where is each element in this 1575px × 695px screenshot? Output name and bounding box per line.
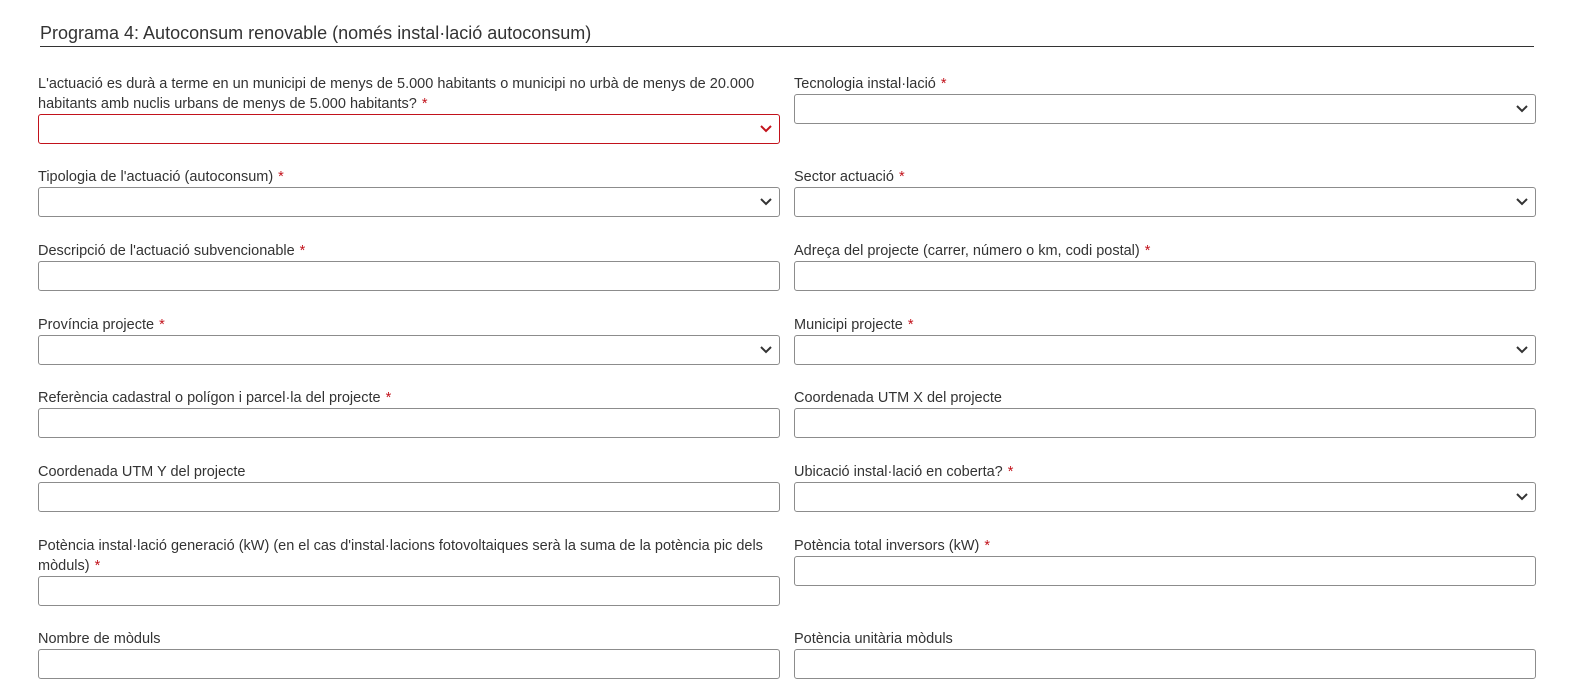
tipologia-select[interactable] [38,187,780,217]
required-marker: * [984,538,990,554]
field-label: Referència cadastral o polígon i parcel·la del projecte [38,390,381,406]
chevron-down-icon [759,196,773,208]
field-label: Sector actuació [794,169,894,185]
required-marker: * [1007,464,1014,480]
field-municipi-petit [38,74,780,144]
potencia-generacio-input[interactable] [38,576,780,606]
required-marker: * [421,96,428,112]
tecnologia-select[interactable] [794,94,1536,124]
field-tecnologia [794,74,1536,124]
field-nombre-moduls [38,629,780,679]
adreca-input[interactable] [794,261,1536,291]
field-label: Adreça del projecte (carrer, número o km, codi postal) [794,243,1140,259]
municipi-select[interactable] [794,335,1536,365]
chevron-down-icon [1515,196,1529,208]
field-utm-x [794,388,1536,438]
nombre-moduls-input[interactable] [38,649,780,679]
field-provincia [38,315,780,365]
field-descripcio [38,241,780,291]
chevron-down-icon [1515,344,1529,356]
required-marker: * [159,317,165,333]
field-label: Coordenada UTM X del projecte [794,390,1002,406]
field-label: Potència instal·lació generació (kW) (en el cas d'instal·lacions fotovoltaiques serà la suma de la potència pic dels mòduls) [38,538,763,574]
required-marker: * [1144,243,1151,259]
chevron-down-icon [759,123,773,135]
required-marker: * [898,169,905,185]
utm-x-input[interactable] [794,408,1536,438]
section-header [40,20,1534,47]
municipi-petit-select[interactable] [38,114,780,144]
utm-y-input[interactable] [38,482,780,512]
coberta-select[interactable] [794,482,1536,512]
potencia-inversors-input[interactable] [794,556,1536,586]
referencia-cadastral-input[interactable] [38,408,780,438]
field-label: Província projecte [38,317,155,333]
field-utm-y [38,462,780,512]
field-label: Coordenada UTM Y del projecte [38,464,246,480]
field-label: Ubicació instal·lació en coberta? [794,464,1003,480]
field-potencia-unitaria [794,629,1536,679]
field-label: Potència unitària mòduls [794,631,953,647]
required-marker: * [299,243,306,259]
provincia-select[interactable] [38,335,780,365]
field-label: Descripció de l'actuació subvencionable [38,243,295,259]
required-marker: * [385,390,392,406]
required-marker: * [278,169,284,185]
field-coberta [794,462,1536,512]
required-marker: * [94,558,101,574]
field-referencia-cadastral [38,388,780,438]
field-label: Tecnologia instal·lació [794,76,936,92]
required-marker: * [940,76,947,92]
field-potencia-generacio [38,536,780,606]
potencia-unitaria-input[interactable] [794,649,1536,679]
field-label: Tipologia de l'actuació (autoconsum) [38,169,274,185]
field-potencia-inversors [794,536,1536,586]
chevron-down-icon [1515,103,1529,115]
chevron-down-icon [1515,491,1529,503]
sector-select[interactable] [794,187,1536,217]
field-municipi [794,315,1536,365]
field-label: Nombre de mòduls [38,631,161,647]
field-adreca [794,241,1536,291]
field-label: Potència total inversors (kW) [794,538,980,554]
field-sector [794,167,1536,217]
field-label: L'actuació es durà a terme en un municipi de menys de 5.000 habitants o municipi no urbà de menys de 20.000 habitants amb nuclis urbans de menys de 5.000 habitants? [38,76,755,112]
field-label: Municipi projecte [794,317,903,333]
chevron-down-icon [759,344,773,356]
section-title: Programa 4: Autoconsum renovable (només instal·lació autoconsum) [40,23,592,43]
descripcio-input[interactable] [38,261,780,291]
field-tipologia [38,167,780,217]
required-marker: * [907,317,914,333]
